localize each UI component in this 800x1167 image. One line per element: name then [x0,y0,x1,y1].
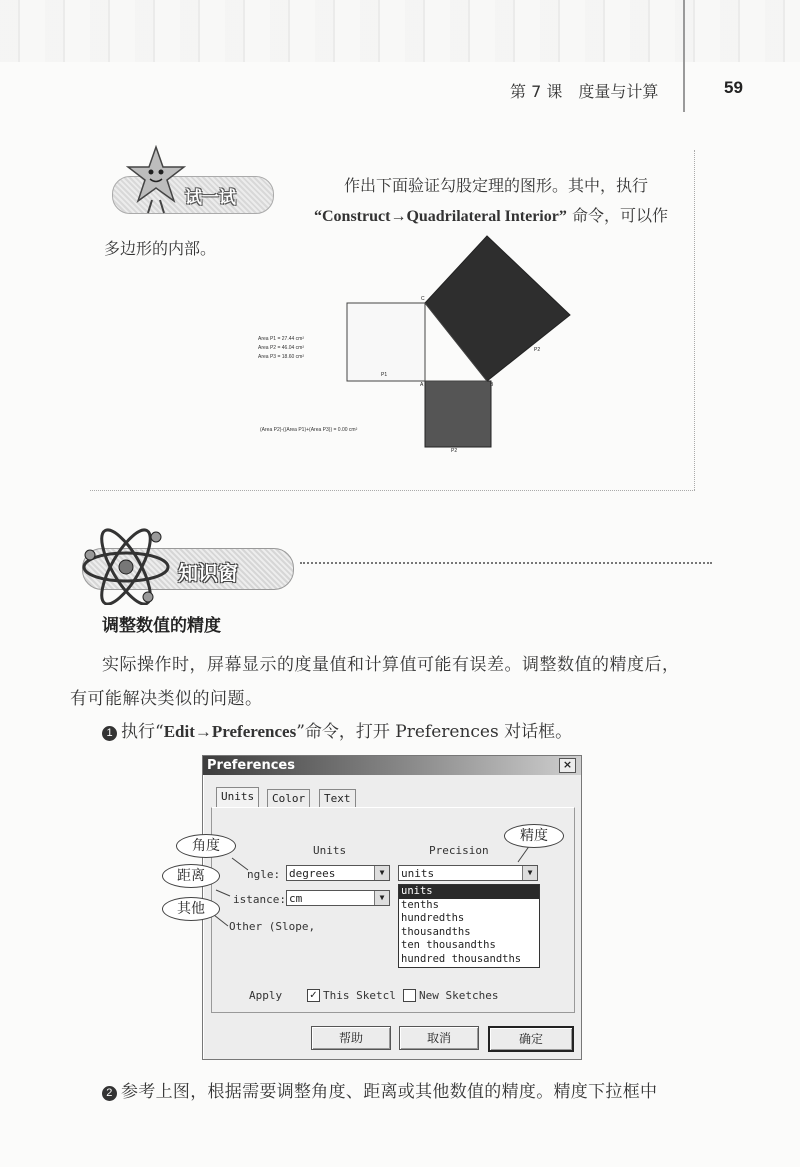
quote-close: ” [558,208,567,225]
step-2-text: 参考上图，根据需要调整角度、距离或其他数值的精度。精度下拉框中 [121,1082,658,1102]
atom-icon [78,525,178,605]
try-it-line-2 [314,203,668,226]
label-p2-bottom: P2 [451,448,458,454]
chevron-down-icon[interactable]: ▼ [374,891,389,905]
step-1 [102,717,572,742]
angle-label: ngle: [247,868,281,881]
area-p1-measure: Area P1 = 27.44 cm² [258,336,304,342]
this-sketch-checkbox[interactable]: ✓ [307,989,320,1002]
edit-preferences-command: Edit→Preferences [163,722,297,741]
precision-value: units [401,867,435,880]
callout-other: 其他 [162,897,220,921]
paragraph-line-2: 有可能解决类似的问题。 [70,689,263,709]
try-it-line-1: 作出下面验证勾股定理的图形。其中，执行 [344,176,649,195]
area-p2-measure: Area P2 = 46.04 cm² [258,345,304,351]
chevron-down-icon[interactable]: ▼ [374,866,389,880]
step-2-number: 2 [102,1086,117,1101]
label-p2-right: P2 [534,347,541,353]
precision-option-hundredths[interactable]: hundredths [401,912,465,924]
precision-option-units[interactable]: units [399,885,539,899]
apply-label: Apply [249,989,283,1002]
step-1-pre: 执行“ [121,722,164,742]
close-icon[interactable]: × [559,758,576,773]
try-it-label: 试一试 [185,188,236,208]
other-label: Other (Slope, [229,920,316,933]
cancel-button[interactable]: 取消 [399,1026,479,1050]
new-sketches-label: New Sketches [419,989,499,1002]
new-sketches-checkbox[interactable] [403,989,416,1002]
point-c: C [421,296,425,302]
try-it-line-2-suffix: 命令，可以作 [566,206,668,225]
chapter-title: 第 7 课 度量与计算 [510,82,659,101]
dialog-title: Preferences [207,758,295,773]
point-b: B [490,382,494,388]
distance-label: istance: [233,893,286,906]
precision-option-hundred-thousandths[interactable]: hundred thousandths [401,952,522,965]
construct-command: Construct→Quadrilateral Interior [322,208,559,225]
tab-text[interactable]: Text [319,789,356,808]
tab-color[interactable]: Color [267,789,310,808]
knowledge-label: 知识窗 [178,561,238,585]
point-a: A [420,382,424,388]
distance-units-value: cm [289,892,303,905]
paragraph-line-1: 实际操作时，屏幕显示的度量值和计算值可能有误差。调整数值的精度后， [102,655,680,675]
tab-units[interactable]: Units [216,787,259,808]
precision-option-thousandths[interactable]: thousandths [401,925,471,938]
step-2 [102,1077,657,1102]
header-divider [683,0,685,112]
area-formula: (Area P2)-((Area P1)+(Area P3)) = 0.00 cm² [260,427,358,433]
precision-column-header: Precision [429,844,489,857]
units-column-header: Units [313,844,347,857]
angle-units-value: degrees [289,867,336,880]
step-1-number: 1 [102,726,117,741]
square-p3 [425,381,494,447]
page-number: 59 [724,78,743,97]
callout-angle: 角度 [176,834,236,858]
help-button[interactable]: 帮助 [311,1026,391,1050]
section-dotted-rule [300,562,712,564]
step-1-post: ”命令，打开 Preferences 对话框。 [296,722,573,742]
ok-button[interactable]: 确定 [488,1026,574,1052]
this-sketch-label: This Sketcl [323,989,396,1002]
callout-precision: 精度 [504,824,564,848]
callout-distance: 距离 [162,864,220,888]
header-decoration [0,0,800,62]
precision-option-ten-thousandths[interactable]: ten thousandths [401,939,496,951]
square-p2-large [425,236,570,381]
section-title: 调整数值的精度 [102,616,221,636]
square-p1 [347,303,425,381]
star-mascot-icon [126,145,186,215]
quote-open: “ [314,208,322,225]
chevron-down-icon[interactable]: ▼ [522,866,537,880]
box-border-bottom [90,490,695,491]
precision-option-tenths[interactable]: tenths [401,898,439,911]
box-border-right [694,150,695,490]
area-p3-measure: Area P3 = 18.60 cm² [258,354,304,360]
try-it-line-3: 多边形的内部。 [104,239,217,258]
label-p1: P1 [381,372,388,378]
